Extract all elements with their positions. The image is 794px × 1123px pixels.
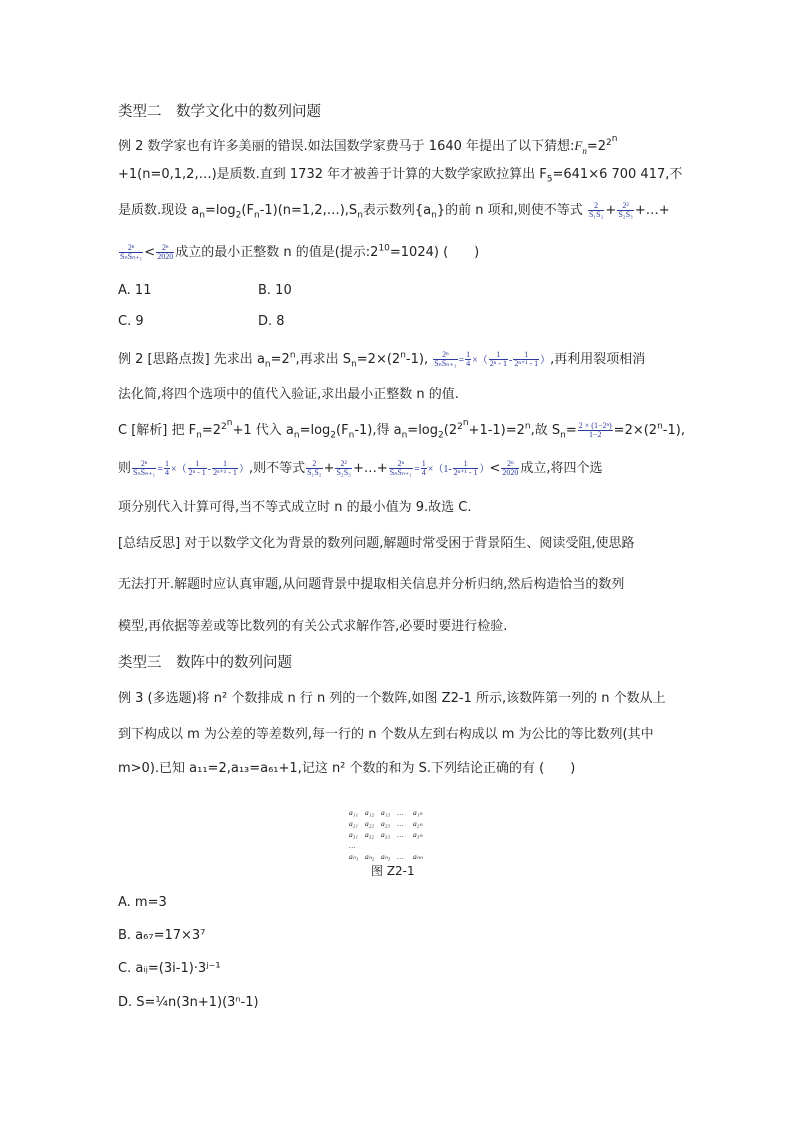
type3-heading: 类型三 数阵中的数列问题 (118, 655, 292, 671)
matrix-row: a₁₁ a₁₂ a₁₃ … a₁ₙ (349, 808, 423, 817)
matrix-row: a₂₁ a₂₂ a₂₃ … a₂ₙ (349, 819, 423, 828)
option-c: C. aᵢⱼ=(3i-1)·3ʲ⁻¹ (118, 961, 221, 976)
solution-line1: C [解析] 把 $F_n=2^{2^n}+1$ 代入 $a_n=\log_2(F_n-1)$,得 $a_n=\log_2(2^{2^n}+1-1)=2^n$,故 $S_n=$ $\frac{\text{2 × (1−2ⁿ)}}{1-2}$ $=2\times(2^n-1)$, (118, 417, 685, 441)
fraction: $\frac{\text{2²}}{\text{S₂S₃}}$ (618, 201, 633, 219)
example2-line1: 例 2 数学家也有许多美丽的错误.如法国数学家费马于 1640 年提出了以下猜想$:F_n=2^{2^n}$ (118, 133, 618, 156)
fraction: $\frac{\text{2ⁿ}}{\text{SₙSₙ₊₁}}$ (120, 243, 143, 261)
figure-caption: 图 Z2-1 (371, 864, 415, 878)
fraction: $\frac{1}{4}$ (164, 459, 169, 477)
fraction: $\frac{\text{2ⁿ}}{\text{SₙSₙ₊₁}}$ (434, 350, 457, 368)
fraction: $\frac{\text{2ⁿ}}{\text{SₙSₙ₊₁}}$ (133, 459, 156, 477)
fraction: $\frac{1}{4}$ (421, 459, 426, 477)
fraction: $\frac{1}{4}$ (466, 350, 471, 368)
example3-line2: 到下构成以 m 为公差的等差数列,每一行的 n 个数从左到右构成以 m 为公比的等比数列(其中 (118, 727, 654, 742)
example3-line3: m>0).已知 a₁₁=2,a₁₃=a₆₁+1,记这 n² 个数的和为 S.下列结论正确的有 ( ) (118, 761, 576, 776)
fraction: $\frac{1}{\text{2ⁿ - 1}}$ (188, 459, 206, 477)
summary-line3: 模型,再依据等差或等比数列的有关公式求解作答,必要时要进行检验. (118, 619, 508, 634)
fraction: $\frac{1}{\text{2ⁿ⁺¹ - 1}}$ (213, 459, 237, 477)
option-b: B. a₆₇=17×3⁷ (118, 928, 206, 943)
matrix-row: aₙ₁ aₙ₂ aₙ₃ … aₙₙ (349, 852, 423, 861)
hint-line1: 例 2 [思路点拨] 先求出 $a_n=2^n$,再求出 $S_n=2\times(2^n-1)$, $\frac{\text{2ⁿ}}{\text{SₙSₙ₊₁}}$ = $\frac{1}{4}$ ×（ $\frac{1}{\text{2ⁿ - 1}}$ - $\frac{1}{\text{2ⁿ⁺¹ - 1}}$ ）,再利用裂项相消 (118, 350, 646, 370)
fraction: $\frac{2}{\text{S₁S₂}}$ (307, 459, 322, 477)
type2-heading: 类型二 数学文化中的数列问题 (118, 104, 321, 120)
fraction: $\frac{2}{\text{S₁S₂}}$ (588, 201, 604, 219)
fraction: $\frac{\text{2ⁿ}}{\text{SₙSₙ₊₁}}$ (389, 459, 413, 477)
matrix-row: a₃₁ a₃₂ a₃₃ … a₃ₙ (349, 830, 423, 839)
fraction: $\frac{1}{\text{2ⁿ⁺¹ - 1}}$ (453, 459, 478, 477)
example2-line4: $\frac{\text{2ⁿ}}{\text{SₙSₙ₊₁}}$ < $\frac{\text{2ⁿ}}{2020}$ 成立的最小正整数 n 的值是(提示$:2^{10}=1024$) ( ) (120, 243, 480, 261)
option-d: D. S=¼n(3n+1)(3ⁿ-1) (118, 995, 259, 1010)
fraction: $\frac{\text{2ⁿ}}{2020}$ (502, 459, 519, 477)
option-c: C. 9 (118, 314, 144, 329)
fraction: $\frac{1}{\text{2ⁿ⁺¹ - 1}}$ (514, 350, 539, 368)
option-a: A. 11 (118, 283, 152, 298)
number-matrix (349, 807, 429, 862)
fraction: $\frac{1}{\text{2ⁿ - 1}}$ (489, 350, 507, 368)
option-a: A. m=3 (118, 895, 167, 910)
option-d: D. 8 (258, 314, 285, 329)
solution-line2: 则 $\frac{\text{2ⁿ}}{\text{SₙSₙ₊₁}}$ = $\frac{1}{4}$ ×（ $\frac{1}{\text{2ⁿ - 1}}$ - $\frac{1}{\text{2ⁿ⁺¹ - 1}}$ ）,则不等式 $\frac{2}{\text{S₁S₂}}$ + $\frac{\text{2²}}{\text{S₂S₃}}$ +…+ $\frac{\text{2ⁿ}}{\text{SₙSₙ₊₁}}$ = $\frac{1}{4}$ ×（1- $\frac{1}{\text{2ⁿ⁺¹ - 1}}$ ）< $\frac{\text{2ⁿ}}{2020}$ 成立,将四个选 (118, 459, 603, 477)
solution-line3: 项分别代入计算可得,当不等式成立时 n 的最小值为 9.故选 C. (118, 500, 472, 515)
fraction: $\frac{\text{2²}}{\text{S₂S₃}}$ (336, 459, 351, 477)
example2-line3: 是质数.现设 $a_n=\log_2(F_n-1)(n=1,2,\dots),S_n$表示数列$\{a_n\}$的前 n 项和,则使不等式 $\frac{2}{\text{S₁S₂}}$ + $\frac{\text{2²}}{\text{S₂S₃}}$ +…+ (118, 201, 670, 221)
example2-line2: +1(n=0,1,2,…)是质数.直到 1732 年才被善于计算的大数学家欧拉算出 $F_5=641\times 6$ 700 417,不 (118, 167, 683, 185)
matrix-row: … (349, 841, 356, 850)
hint-line2: 法化简,将四个选项中的值代入验证,求出最小正整数 n 的值. (118, 387, 459, 402)
fraction: $\frac{\text{2ⁿ}}{2020}$ (157, 243, 174, 261)
example3-line1: 例 3 (多选题)将 n² 个数排成 n 行 n 列的一个数阵,如图 Z2-1 所示,该数阵第一列的 n 个数从上 (118, 691, 666, 706)
fraction: $\frac{\text{2 × (1−2ⁿ)}}{1-2}$ (578, 421, 612, 439)
summary-line2: 无法打开.解题时应认真审题,从问题背景中提取相关信息并分析归纳,然后构造恰当的数列 (118, 577, 625, 592)
option-b: B. 10 (258, 283, 292, 298)
summary-line1: [总结反思] 对于以数学文化为背景的数列问题,解题时常受困于背景陌生、阅读受阻,使思路 (118, 536, 635, 551)
